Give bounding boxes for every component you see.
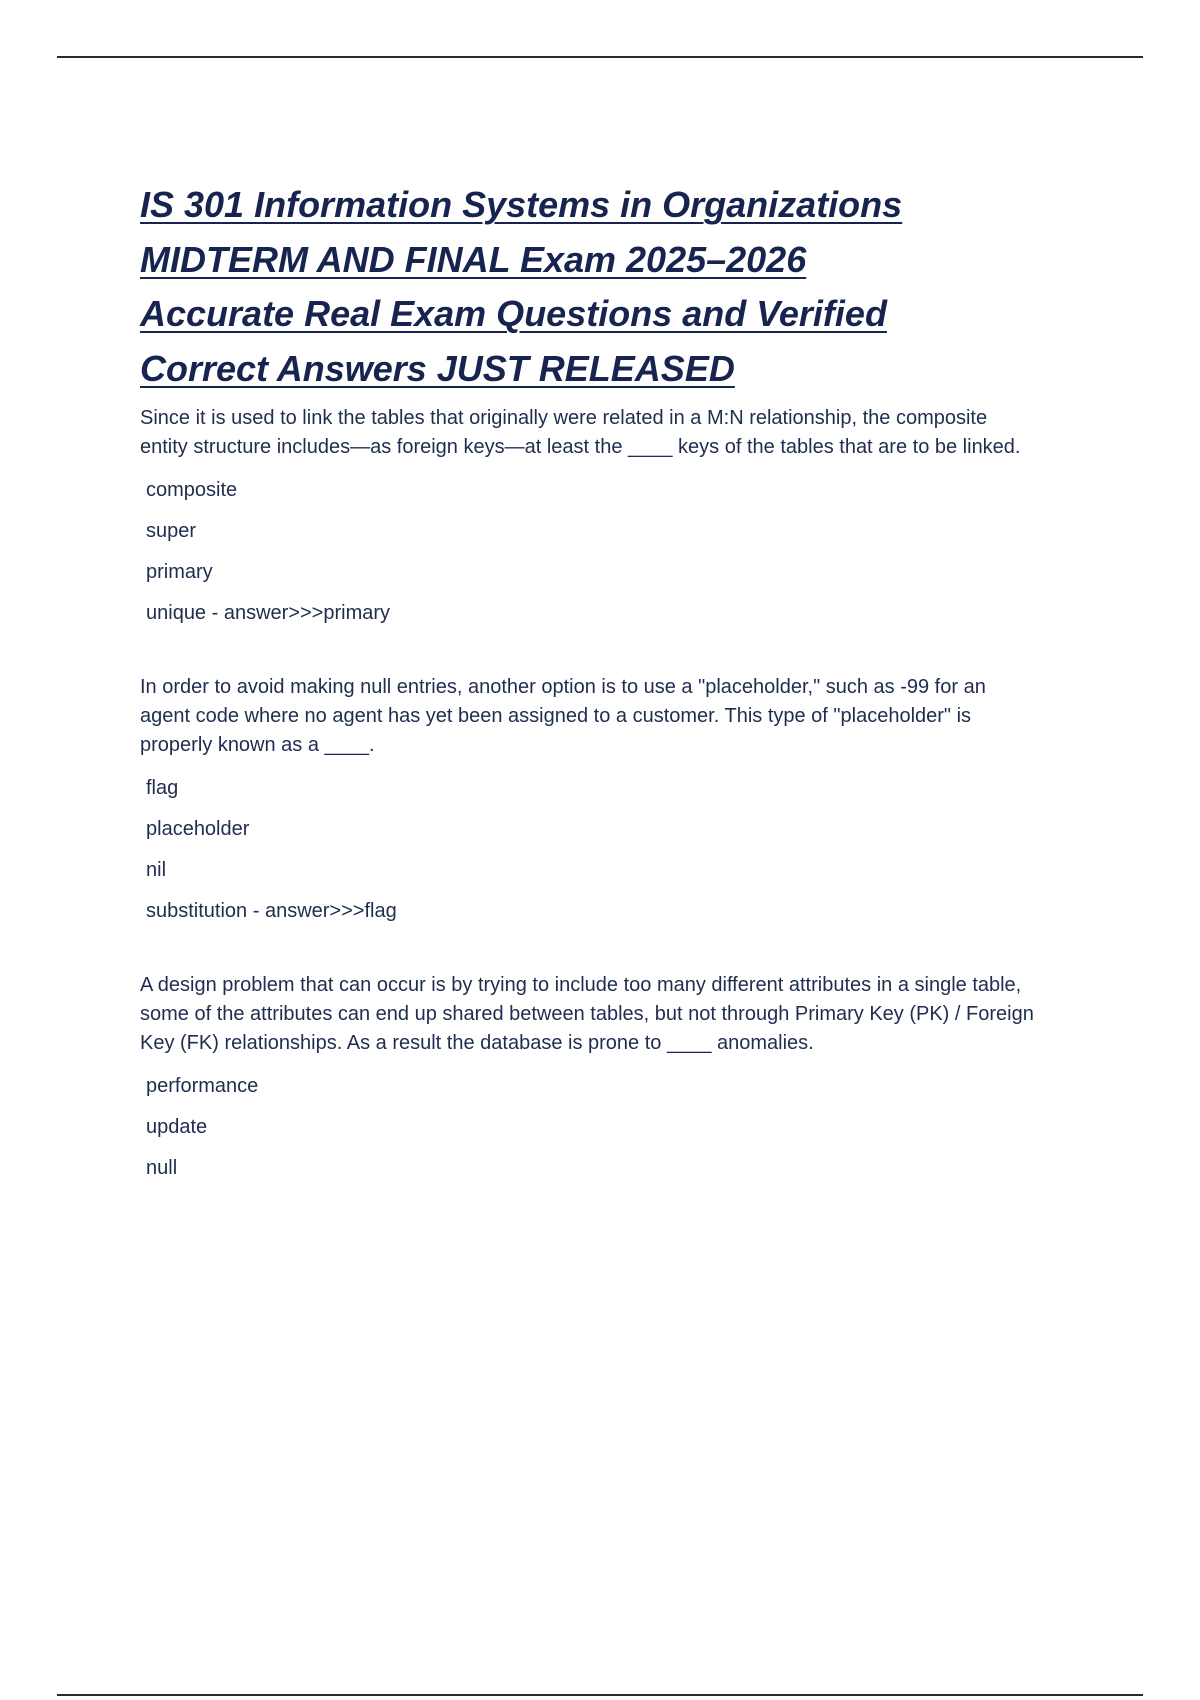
title-line: IS 301 Information Systems in Organizations — [140, 184, 903, 225]
document-title — [140, 178, 1060, 396]
answer-option: flag — [146, 777, 179, 799]
title-line: Correct Answers JUST RELEASED — [140, 347, 735, 389]
answer-options — [140, 768, 1040, 932]
answer-option: composite — [146, 479, 238, 501]
title-line: MIDTERM AND FINAL Exam 2025–2026 — [140, 238, 807, 280]
footer-rule — [57, 1694, 1143, 1696]
answer-option: primary — [146, 561, 213, 583]
answer-option: unique - answer>>>primary — [146, 602, 391, 624]
answer-option: nil — [146, 859, 167, 881]
question-block — [140, 673, 1040, 932]
answer-option: update — [146, 1116, 208, 1138]
answer-options — [140, 470, 1040, 634]
question-block — [140, 971, 1040, 1189]
question-block — [140, 404, 1040, 634]
answer-option: null — [146, 1157, 178, 1179]
question-list — [140, 404, 1040, 1189]
answer-option: super — [146, 520, 197, 542]
answer-option: performance — [146, 1075, 259, 1097]
answer-option: placeholder — [146, 818, 250, 840]
title-line: Accurate Real Exam Questions and Verified — [140, 293, 887, 334]
answer-options — [140, 1066, 1040, 1189]
question-text: A design problem that can occur is by trying to include too many different attributes in a single table, some of the attributes can end up shared between tables, but not through Primary Key (PK) / Foreign Key (FK) relationships. As a result the database is prone to ____ anomalies. — [140, 974, 1034, 1054]
header-rule — [57, 56, 1143, 58]
question-text: Since it is used to link the tables that originally were related in a M:N relationship, the composite entity structure includes—as foreign keys—at least the ____ keys of the tables that are to be linked. — [140, 407, 1021, 458]
answer-option: substitution - answer>>>flag — [146, 900, 397, 922]
question-text: In order to avoid making null entries, another option is to use a "placeholder," such as -99 for an agent code where no agent has yet been assigned to a customer. This type of "placeholder" is properly known as a ____. — [140, 676, 986, 756]
